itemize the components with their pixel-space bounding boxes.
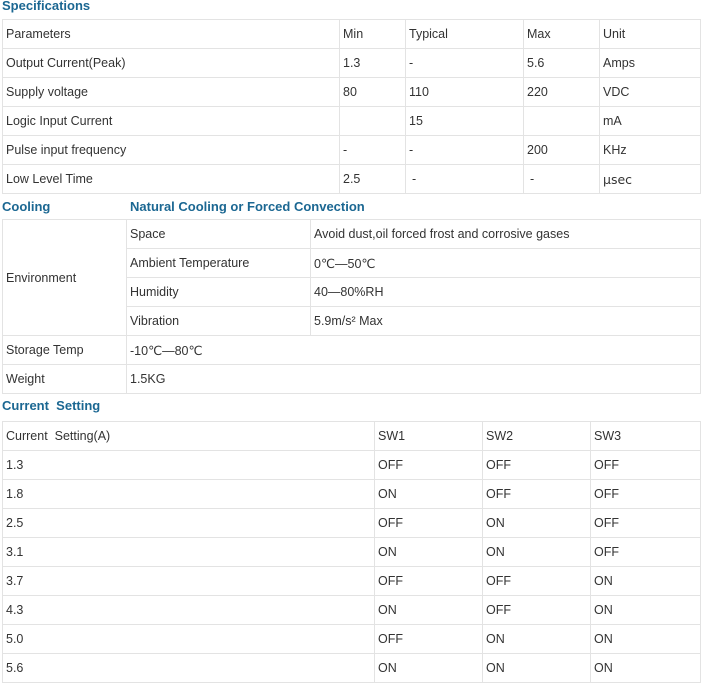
table-cell: Avoid dust,oil forced frost and corrosive gases: [311, 220, 701, 249]
table-cell: 5.0: [3, 625, 375, 654]
table-cell: OFF: [375, 625, 483, 654]
table-cell: -: [406, 136, 524, 165]
table-cell: Supply voltage: [3, 78, 340, 107]
table-cell: 3.7: [3, 567, 375, 596]
table-row: [3, 567, 701, 596]
table-cell: -: [406, 49, 524, 78]
table-cell: OFF: [483, 480, 591, 509]
table-cell: OFF: [483, 596, 591, 625]
table-header-row: [3, 20, 701, 49]
table-cell: Vibration: [127, 307, 311, 336]
table-cell: ON: [591, 596, 701, 625]
weight-label: Weight: [3, 365, 127, 394]
table-cell: OFF: [591, 480, 701, 509]
table-cell: 1.3: [340, 49, 406, 78]
table-cell: mA: [600, 107, 701, 136]
header-min: Min: [340, 20, 406, 49]
table-cell: OFF: [483, 567, 591, 596]
table-cell: OFF: [591, 509, 701, 538]
table-cell: 1.3: [3, 451, 375, 480]
table-cell: OFF: [375, 509, 483, 538]
cooling-row: [2, 196, 700, 218]
table-cell: Pulse input frequency: [3, 136, 340, 165]
header-typical: Typical: [406, 20, 524, 49]
table-cell: ON: [375, 596, 483, 625]
table-cell: KHz: [600, 136, 701, 165]
header-max: Max: [524, 20, 600, 49]
table-cell: 0℃—50℃: [311, 249, 701, 278]
table-row: [3, 451, 701, 480]
table-cell: OFF: [591, 538, 701, 567]
environment-table: [2, 219, 701, 394]
table-cell: ON: [591, 625, 701, 654]
table-cell: VDC: [600, 78, 701, 107]
table-cell: 4.3: [3, 596, 375, 625]
table-cell: [340, 107, 406, 136]
table-cell: OFF: [375, 451, 483, 480]
specifications-title: Specifications: [2, 0, 91, 13]
storage-temp-value: -10℃—80℃: [127, 336, 701, 365]
table-cell: Space: [127, 220, 311, 249]
weight-value: 1.5KG: [127, 365, 701, 394]
environment-label: Environment: [3, 220, 127, 336]
table-cell: 2.5: [3, 509, 375, 538]
table-cell: ON: [591, 654, 701, 683]
table-row: [3, 365, 701, 394]
table-cell: 1.8: [3, 480, 375, 509]
specifications-table: [2, 19, 701, 194]
storage-temp-label: Storage Temp: [3, 336, 127, 365]
table-cell: 3.1: [3, 538, 375, 567]
cooling-label: Cooling: [2, 199, 51, 214]
table-cell: ON: [375, 654, 483, 683]
cooling-value: Natural Cooling or Forced Convection: [130, 199, 365, 214]
table-row: [3, 165, 701, 194]
table-row: [3, 78, 701, 107]
table-cell: 2.5: [340, 165, 406, 194]
header-parameters: Parameters: [3, 20, 340, 49]
table-cell: OFF: [483, 451, 591, 480]
table-cell: ON: [375, 538, 483, 567]
table-row: [3, 49, 701, 78]
table-cell: ON: [483, 509, 591, 538]
table-cell: Logic Input Current: [3, 107, 340, 136]
table-row: [3, 336, 701, 365]
table-cell: 80: [340, 78, 406, 107]
table-cell: ON: [483, 538, 591, 567]
table-row: [3, 107, 701, 136]
table-cell: Humidity: [127, 278, 311, 307]
table-cell: 110: [406, 78, 524, 107]
table-cell: Output Current(Peak): [3, 49, 340, 78]
table-header-row: [3, 422, 701, 451]
table-cell: OFF: [375, 567, 483, 596]
table-cell: μsec: [600, 165, 701, 194]
table-cell: Low Level Time: [3, 165, 340, 194]
table-cell: OFF: [591, 451, 701, 480]
table-cell: Amps: [600, 49, 701, 78]
header-sw2: SW2: [483, 422, 591, 451]
header-sw1: SW1: [375, 422, 483, 451]
header-sw3: SW3: [591, 422, 701, 451]
table-row: [3, 136, 701, 165]
table-cell: ON: [483, 654, 591, 683]
table-cell: 40—80%RH: [311, 278, 701, 307]
table-row: [3, 596, 701, 625]
header-unit: Unit: [600, 20, 701, 49]
table-cell: ON: [483, 625, 591, 654]
table-cell: 15: [406, 107, 524, 136]
table-cell: Ambient Temperature: [127, 249, 311, 278]
table-row: [3, 538, 701, 567]
table-cell: ON: [375, 480, 483, 509]
table-cell: ON: [591, 567, 701, 596]
header-current-setting: Current Setting(A): [3, 422, 375, 451]
table-row: [3, 625, 701, 654]
table-cell: 5.6: [524, 49, 600, 78]
table-cell: -: [524, 165, 600, 194]
table-row: [3, 480, 701, 509]
table-row: [3, 220, 701, 249]
table-cell: [524, 107, 600, 136]
table-cell: -: [406, 165, 524, 194]
table-row: [3, 654, 701, 683]
table-cell: 5.9m/s² Max: [311, 307, 701, 336]
table-cell: 220: [524, 78, 600, 107]
table-cell: 200: [524, 136, 600, 165]
current-setting-table: [2, 421, 701, 683]
table-cell: -: [340, 136, 406, 165]
table-cell: 5.6: [3, 654, 375, 683]
table-row: [3, 509, 701, 538]
current-setting-title: Current Setting: [2, 398, 101, 413]
